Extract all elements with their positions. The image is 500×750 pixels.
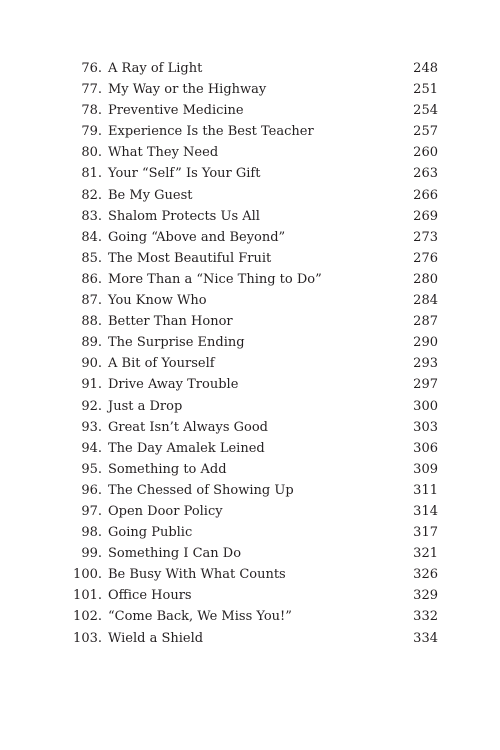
page-number: 273 [413, 229, 438, 245]
toc-entry [0, 121, 500, 142]
chapter-number: 94. [81, 440, 102, 456]
chapter-title: Better Than Honor [108, 314, 233, 330]
page-number: 263 [413, 166, 438, 182]
chapter-number: 96. [81, 482, 102, 498]
chapter-title: The Chessed of Showing Up [108, 482, 294, 498]
chapter-number: 79. [81, 124, 102, 140]
toc-entry [0, 374, 500, 395]
toc-entry [0, 353, 500, 374]
toc-entry [0, 417, 500, 438]
toc-entry [0, 269, 500, 290]
chapter-number: 76. [81, 61, 102, 76]
chapter-number: 102. [73, 609, 102, 625]
toc-entry [0, 290, 500, 311]
chapter-title: Be Busy With What Counts [108, 567, 286, 583]
chapter-number: 85. [81, 250, 102, 266]
chapter-title: Open Door Policy [108, 503, 223, 519]
toc-entry [0, 206, 500, 227]
page-number: 280 [413, 271, 438, 287]
chapter-number: 103. [73, 630, 102, 646]
page-number: 254 [413, 103, 438, 119]
chapter-title: Office Hours [108, 588, 192, 604]
toc-entry [0, 185, 500, 206]
toc-entry [0, 438, 500, 459]
chapter-number: 98. [81, 525, 102, 541]
chapter-number: 88. [81, 314, 102, 330]
chapter-title: A Bit of Yourself [108, 356, 215, 372]
chapter-title: Your “Self” Is Your Gift [108, 166, 261, 182]
chapter-title: Shalom Protects Us All [108, 208, 260, 224]
page-number: 334 [413, 630, 438, 646]
chapter-title: The Day Amalek Leined [108, 440, 265, 456]
table-of-contents [0, 58, 500, 649]
chapter-title: My Way or the Highway [108, 82, 267, 98]
chapter-number: 89. [81, 335, 102, 351]
page-number: 266 [413, 187, 438, 203]
toc-entry [0, 459, 500, 480]
toc-entry [0, 628, 500, 649]
page-number: 314 [413, 503, 438, 519]
page-number: 317 [413, 525, 438, 541]
chapter-title: “Come Back, We Miss You!” [108, 609, 292, 625]
toc-entry [0, 100, 500, 121]
toc-entry [0, 248, 500, 269]
toc-entry [0, 396, 500, 417]
chapter-title: Wield a Shield [108, 630, 204, 646]
chapter-title: Experience Is the Best Teacher [108, 124, 314, 140]
page-number: 326 [413, 567, 438, 583]
chapter-title: Preventive Medicine [108, 103, 244, 119]
chapter-number: 91. [81, 377, 102, 393]
chapter-title: What They Need [108, 145, 219, 161]
chapter-number: 95. [81, 461, 102, 477]
chapter-title: Something I Can Do [108, 546, 242, 562]
page-number: 257 [413, 124, 438, 140]
chapter-title: Great Isn’t Always Good [108, 419, 268, 435]
page-number: 311 [413, 482, 438, 498]
chapter-title: Going Public [108, 525, 193, 541]
chapter-title: Be My Guest [108, 187, 193, 203]
chapter-number: 101. [73, 588, 102, 604]
chapter-number: 92. [81, 398, 102, 414]
chapter-number: 82. [81, 187, 102, 203]
chapter-title: The Surprise Ending [108, 335, 245, 351]
page-number: 276 [413, 250, 438, 266]
chapter-number: 77. [81, 82, 102, 98]
chapter-number: 81. [81, 166, 102, 182]
chapter-title: Something to Add [108, 461, 227, 477]
chapter-title: The Most Beautiful Fruit [108, 250, 272, 266]
chapter-number: 97. [81, 503, 102, 519]
toc-entry [0, 79, 500, 100]
page-number: 287 [413, 314, 438, 330]
chapter-number: 83. [81, 208, 102, 224]
toc-entry [0, 332, 500, 353]
toc-entry [0, 606, 500, 627]
chapter-number: 80. [81, 145, 102, 161]
page-number: 260 [413, 145, 438, 161]
toc-entry [0, 480, 500, 501]
page-number: 329 [413, 588, 438, 604]
toc-entry [0, 564, 500, 585]
chapter-number: 87. [81, 293, 102, 309]
toc-entry [0, 142, 500, 163]
page-number: 309 [413, 461, 438, 477]
page-number: 303 [413, 419, 438, 435]
chapter-title: More Than a “Nice Thing to Do” [108, 271, 322, 287]
toc-entry [0, 543, 500, 564]
toc-entry [0, 58, 500, 79]
page-number: 290 [413, 335, 438, 351]
chapter-number: 78. [81, 103, 102, 119]
chapter-number: 93. [81, 419, 102, 435]
page-number: 321 [413, 546, 438, 562]
page-number: 284 [413, 293, 438, 309]
chapter-number: 86. [81, 271, 102, 287]
chapter-number: 99. [81, 546, 102, 562]
toc-entry [0, 522, 500, 543]
chapter-number: 84. [81, 229, 102, 245]
chapter-number: 90. [81, 356, 102, 372]
page-number: 332 [413, 609, 438, 625]
page-number: 300 [413, 398, 438, 414]
toc-entry [0, 311, 500, 332]
page-number: 306 [413, 440, 438, 456]
chapter-title: Drive Away Trouble [108, 377, 239, 393]
chapter-title: A Ray of Light [108, 61, 203, 76]
toc-entry [0, 227, 500, 248]
toc-entry [0, 585, 500, 606]
page-number: 297 [413, 377, 438, 393]
chapter-number: 100. [73, 567, 102, 583]
page-number: 293 [413, 356, 438, 372]
toc-entry [0, 501, 500, 522]
toc-entry [0, 163, 500, 184]
chapter-title: You Know Who [108, 293, 207, 309]
chapter-title: Going “Above and Beyond” [108, 229, 286, 245]
chapter-title: Just a Drop [108, 398, 183, 414]
page-number: 248 [413, 61, 438, 76]
page-number: 251 [413, 82, 438, 98]
page-number: 269 [413, 208, 438, 224]
